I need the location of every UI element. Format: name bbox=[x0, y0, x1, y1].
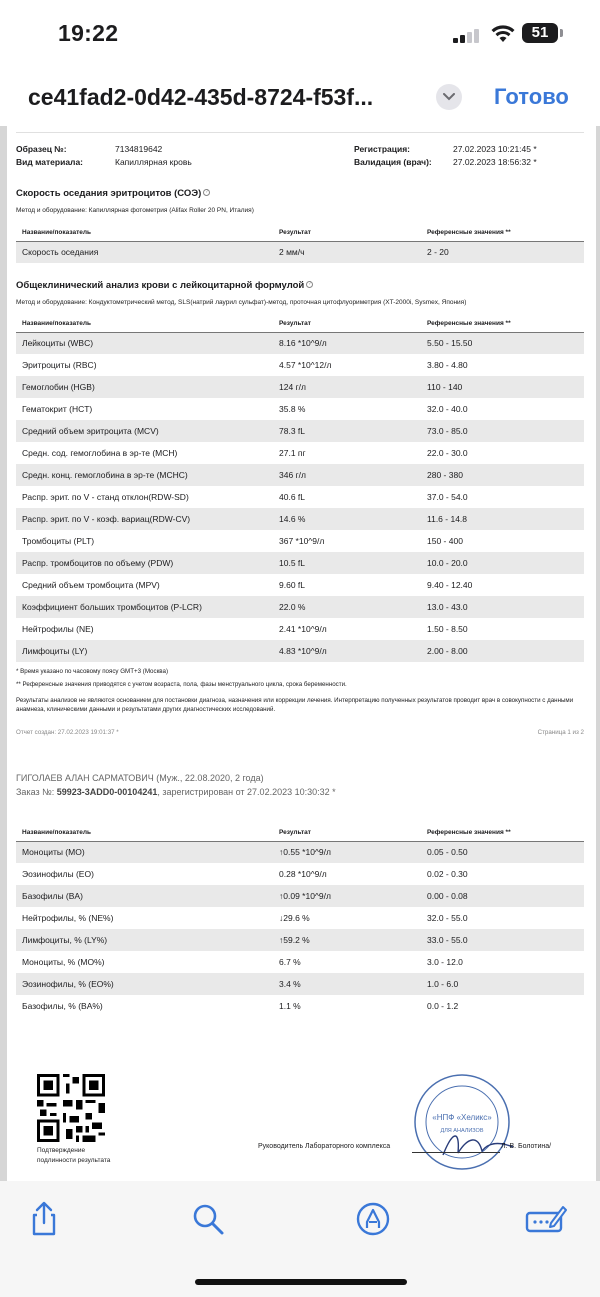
cell-result: 27.1 пг bbox=[279, 448, 306, 458]
document-title[interactable]: ce41fad2-0d42-435d-8724-f53f... bbox=[28, 84, 374, 110]
cell-result: 9.60 fL bbox=[279, 580, 305, 590]
cell-reference: 32.0 - 55.0 bbox=[427, 913, 468, 923]
cbc-section-title: Общеклинический анализ крови с лейкоцитарной формулой ? bbox=[16, 280, 313, 291]
sample-label: Образец №: bbox=[16, 144, 67, 154]
cell-reference: 3.80 - 4.80 bbox=[427, 360, 468, 370]
cell-result: 35.8 % bbox=[279, 404, 306, 414]
footnote-reference: ** Референсные значения приводятся с учетом возраста, пола, фазы менструального цикла, срока беременности. bbox=[16, 681, 347, 688]
table-row bbox=[16, 885, 584, 907]
battery-indicator: 51 bbox=[522, 23, 558, 43]
cell-result: 2.41 *10^9/л bbox=[279, 624, 327, 634]
cell-name: Средний объем эритроцита (MCV) bbox=[16, 420, 273, 442]
cell-result: 4.83 *10^9/л bbox=[273, 640, 421, 662]
cell-reference: 22.0 - 30.0 bbox=[427, 448, 468, 458]
top-rule bbox=[16, 132, 584, 133]
sample-value: 7134819642 bbox=[115, 144, 163, 154]
cell-result: ↓29.6 % bbox=[279, 913, 310, 923]
table-row bbox=[16, 376, 584, 398]
cell-reference: 33.0 - 55.0 bbox=[421, 929, 584, 951]
material-label: Вид материала: bbox=[16, 157, 84, 167]
table-row bbox=[16, 464, 584, 486]
cell-result: 0.28 *10^9/л bbox=[279, 869, 327, 879]
table-row bbox=[16, 973, 584, 995]
head-of-lab-label: Руководитель Лабораторного комплекса bbox=[258, 1143, 391, 1150]
cell-result: 78.3 fL bbox=[273, 420, 421, 442]
cell-result: 4.57 *10^12/л bbox=[279, 360, 332, 370]
header-result: Результат bbox=[273, 824, 421, 841]
cell-reference: 2.00 - 8.00 bbox=[421, 640, 584, 662]
cell-reference: 37.0 - 54.0 bbox=[427, 492, 468, 502]
validation-value: 27.02.2023 18:56:32 * bbox=[453, 157, 537, 167]
table-row bbox=[16, 420, 584, 442]
page-number: Страница 1 из 2 bbox=[537, 729, 584, 736]
chevron-down-icon bbox=[443, 93, 455, 101]
table-row bbox=[16, 618, 584, 640]
cell-reference: 0.05 - 0.50 bbox=[421, 841, 584, 863]
table-row bbox=[16, 508, 584, 530]
cell-result: 6.7 % bbox=[279, 957, 301, 967]
cell-reference: 0.00 - 0.08 bbox=[421, 885, 584, 907]
cell-result: 346 г/л bbox=[273, 464, 421, 486]
markup-icon[interactable] bbox=[355, 1201, 391, 1237]
esr-table bbox=[16, 224, 584, 263]
footnote-timezone: * Время указано по часовому поясу GMT+3 (Москва) bbox=[16, 668, 169, 675]
cell-result: 14.6 % bbox=[273, 508, 421, 530]
cell-name: Средн. сод. гемоглобина в эр-те (MCH) bbox=[22, 448, 178, 458]
header-reference: Референсные значения ** bbox=[421, 224, 584, 241]
signatory-name: Л. В. Болотина/ bbox=[501, 1143, 552, 1150]
table-row bbox=[16, 929, 584, 951]
table-row bbox=[16, 332, 584, 354]
cell-name: Эозинофилы, % (EO%) bbox=[16, 973, 273, 995]
cell-reference: 9.40 - 12.40 bbox=[427, 580, 473, 590]
document-viewer[interactable] bbox=[0, 126, 600, 1181]
cell-reference: 73.0 - 85.0 bbox=[421, 420, 584, 442]
table-row bbox=[16, 841, 584, 863]
cell-reference: 150 - 400 bbox=[427, 536, 463, 546]
cellular-signal-icon bbox=[453, 27, 483, 43]
wifi-icon bbox=[490, 22, 516, 44]
esr-method: Метод и оборудование: Капиллярная фотометрия (Alifax Roller 20 PN, Италия) bbox=[16, 207, 254, 214]
cell-reference: 110 - 140 bbox=[421, 376, 584, 398]
order-info: Заказ №: 59923-3ADD0-00104241, зарегистрирован от 27.02.2023 10:30:32 * bbox=[16, 787, 336, 797]
info-icon: ? bbox=[203, 189, 210, 196]
cell-result: 40.6 fL bbox=[279, 492, 305, 502]
results-table-continued bbox=[16, 824, 584, 1017]
table-row bbox=[16, 863, 584, 885]
table-header-row bbox=[16, 315, 584, 332]
table-row bbox=[16, 640, 584, 662]
cell-name: Средн. конц. гемоглобина в эр-те (MCHC) bbox=[16, 464, 273, 486]
status-bar bbox=[0, 0, 600, 68]
cell-reference: 32.0 - 40.0 bbox=[427, 404, 468, 414]
table-row bbox=[16, 596, 584, 618]
table-row bbox=[16, 530, 584, 552]
table-row bbox=[16, 907, 584, 929]
cell-name: Гематокрит (HCT) bbox=[22, 404, 93, 414]
header-result: Результат bbox=[273, 315, 421, 332]
table-row bbox=[16, 442, 584, 464]
status-time: 19:22 bbox=[58, 20, 119, 46]
cell-name: Моноциты, % (MO%) bbox=[22, 957, 105, 967]
cell-name: Распр. тромбоцитов по объему (PDW) bbox=[16, 552, 273, 574]
header-reference: Референсные значения ** bbox=[421, 315, 584, 332]
table-row bbox=[16, 241, 584, 263]
table-row bbox=[16, 995, 584, 1017]
cell-name: Распр. эрит. по V - коэф. вариац(RDW-CV) bbox=[16, 508, 273, 530]
header-name: Название/показатель bbox=[16, 224, 273, 241]
nav-bar bbox=[0, 68, 600, 126]
table-row bbox=[16, 486, 584, 508]
material-value: Капиллярная кровь bbox=[115, 157, 192, 167]
cell-result: 22.0 % bbox=[273, 596, 421, 618]
cell-reference: 3.0 - 12.0 bbox=[427, 957, 463, 967]
cell-name: Гемоглобин (HGB) bbox=[16, 376, 273, 398]
cell-name: Нейтрофилы (NE) bbox=[22, 624, 94, 634]
cell-result: 2 мм/ч bbox=[273, 241, 421, 263]
cell-reference: 13.0 - 43.0 bbox=[421, 596, 584, 618]
cell-reference: 5.50 - 15.50 bbox=[421, 332, 584, 354]
share-icon[interactable] bbox=[26, 1201, 62, 1237]
registration-value: 27.02.2023 10:21:45 * bbox=[453, 144, 537, 154]
cell-name: Эритроциты (RBC) bbox=[22, 360, 97, 370]
patient-info: ГИГОЛАЕВ АЛАН САРМАТОВИЧ (Муж., 22.08.2020, 2 года) bbox=[16, 773, 264, 783]
table-header-row bbox=[16, 824, 584, 841]
header-name: Название/показатель bbox=[16, 315, 273, 332]
cell-name: Средний объем тромбоцита (MPV) bbox=[22, 580, 160, 590]
cell-name: Эозинофилы (EO) bbox=[22, 869, 94, 879]
stamp-subtext: ДЛЯ АНАЛИЗОВ bbox=[440, 1128, 484, 1134]
qr-caption-line-1: Подтверждение bbox=[37, 1147, 86, 1154]
cbc-table bbox=[16, 315, 584, 662]
table-row bbox=[16, 951, 584, 973]
info-icon: ? bbox=[306, 281, 313, 288]
search-icon[interactable] bbox=[190, 1201, 226, 1237]
cell-result: 367 *10^9/л bbox=[279, 536, 325, 546]
cell-reference: 0.02 - 0.30 bbox=[427, 869, 468, 879]
qr-code-icon[interactable] bbox=[37, 1074, 105, 1142]
cell-name: Тромбоциты (PLT) bbox=[22, 536, 95, 546]
stamp-text: «НПФ «Хеликс» bbox=[432, 1113, 492, 1122]
cell-result: 8.16 *10^9/л bbox=[273, 332, 421, 354]
cell-name: Базофилы, % (BA%) bbox=[22, 1001, 103, 1011]
header-name: Название/показатель bbox=[16, 824, 273, 841]
validation-label: Валидация (врач): bbox=[354, 157, 432, 167]
cbc-method: Метод и оборудование: Кондуктометрический метод, SLS(натрий лаурил сульфат)-метод, проточная цитофлуориметрия (XT-2000i, Sysmex, Япония) bbox=[16, 299, 467, 306]
cell-result: 10.5 fL bbox=[273, 552, 421, 574]
esr-section-title: Скорость оседания эритроцитов (СОЭ) ? bbox=[16, 188, 210, 199]
header-reference: Референсные значения ** bbox=[421, 824, 584, 841]
cell-result: 3.4 % bbox=[273, 973, 421, 995]
cell-reference: 2 - 20 bbox=[421, 241, 584, 263]
cell-name: Нейтрофилы, % (NE%) bbox=[22, 913, 114, 923]
table-row bbox=[16, 574, 584, 596]
qr-caption-line-2: подлинности результата bbox=[37, 1157, 111, 1164]
cell-name: Коэффициент больших тромбоцитов (P-LCR) bbox=[16, 596, 273, 618]
report-created: Отчет создан: 27.02.2023 19:01:37 * bbox=[16, 729, 119, 736]
title-menu-button[interactable] bbox=[436, 84, 462, 110]
home-indicator[interactable] bbox=[195, 1279, 407, 1285]
cell-reference: 10.0 - 20.0 bbox=[421, 552, 584, 574]
battery-cap bbox=[560, 29, 563, 37]
header-result: Результат bbox=[273, 224, 421, 241]
cell-name: Моноциты (MO) bbox=[16, 841, 273, 863]
cell-reference: 1.50 - 8.50 bbox=[427, 624, 468, 634]
annotate-icon[interactable] bbox=[525, 1201, 567, 1237]
cell-reference: 280 - 380 bbox=[421, 464, 584, 486]
registration-label: Регистрация: bbox=[354, 144, 411, 154]
cell-reference: 11.6 - 14.8 bbox=[421, 508, 584, 530]
signature-line bbox=[412, 1152, 500, 1153]
disclaimer: Результаты анализов не являются основанием для постановки диагноза, назначения или коррекции лечения. Интерпретацию полученных результатов проводит врач в совокупности с данными анамнеза, клиническими данными и результатами других диагностических исследований. bbox=[16, 697, 574, 713]
cell-name: Лимфоциты (LY) bbox=[16, 640, 273, 662]
cell-result: ↑0.09 *10^9/л bbox=[273, 885, 421, 907]
table-row bbox=[16, 552, 584, 574]
cell-name: Базофилы (BA) bbox=[16, 885, 273, 907]
cell-name: Лимфоциты, % (LY%) bbox=[16, 929, 273, 951]
qr-caption bbox=[37, 1146, 110, 1166]
cell-result: ↑0.55 *10^9/л bbox=[273, 841, 421, 863]
done-button[interactable]: Готово bbox=[494, 84, 569, 109]
cell-result: 124 г/л bbox=[273, 376, 421, 398]
cell-name: Скорость оседания bbox=[16, 241, 273, 263]
table-header-row bbox=[16, 224, 584, 241]
cell-result: ↑59.2 % bbox=[273, 929, 421, 951]
cell-name: Лейкоциты (WBC) bbox=[16, 332, 273, 354]
cell-reference: 0.0 - 1.2 bbox=[427, 1001, 459, 1011]
cell-result: 1.1 % bbox=[279, 1001, 301, 1011]
table-row bbox=[16, 398, 584, 420]
cell-reference: 1.0 - 6.0 bbox=[421, 973, 584, 995]
table-row bbox=[16, 354, 584, 376]
cell-name: Распр. эрит. по V - станд отклон(RDW-SD) bbox=[22, 492, 189, 502]
